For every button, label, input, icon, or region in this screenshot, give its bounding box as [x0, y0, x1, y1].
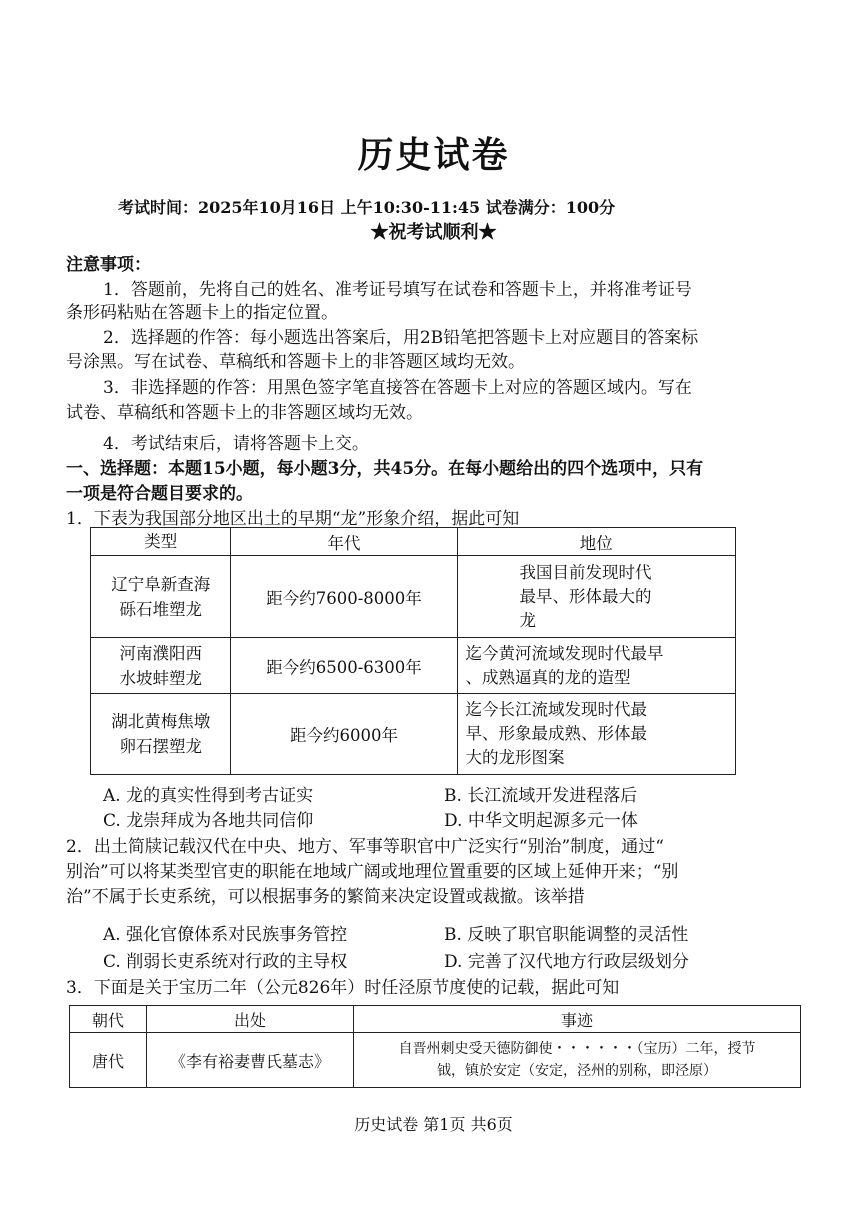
q1-stem: 1．下表为我国部分地区出土的早期“龙”形象介绍，据此可知	[66, 509, 520, 529]
section-heading-line-1: 一、选择题：本题15小题，每小题3分，共45分。在每小题给出的四个选项中，只有	[66, 459, 704, 479]
note-line-5: 3．非选择题的作答：用黑色签字笔直接答在答题卡上对应的答题区域内。写在	[103, 378, 692, 398]
exam-wish: ★祝考试顺利★	[370, 222, 497, 243]
q1-option-c: C. 龙崇拜成为各地共同信仰	[103, 811, 314, 831]
q3-row-deeds	[354, 1033, 801, 1088]
q2-option-c: C. 削弱长吏系统对行政的主导权	[103, 952, 348, 972]
table-row	[91, 638, 736, 694]
q1-row3-status-line1: 迄今长江流域发现时代最	[465, 700, 648, 719]
q1-row2-status-line2: 、成熟逼真的龙的造型	[465, 667, 631, 687]
q3-header-source: 出处	[147, 1006, 354, 1033]
q2-option-a: A. 强化官僚体系对民族事务管控	[103, 925, 348, 945]
q2-stem-line-2: 别治”可以将某类型官吏的职能在地域广阔或地理位置重要的区域上延伸开来；“别	[66, 862, 679, 882]
note-line-7: 4．考试结束后，请将答题卡上交。	[103, 434, 369, 454]
q3-stem: 3．下面是关于宝历二年（公元826年）时任泾原节度使的记载，据此可知	[66, 978, 620, 998]
q1-row3-status-line2: 早、形象最成熟、形体最	[465, 724, 648, 743]
q1-row2-era: 距今约6500-6300年	[231, 638, 457, 694]
exam-title: 历史试卷	[357, 134, 510, 176]
note-line-6: 试卷、草稿纸和答题卡上的非答题区域均无效。	[66, 403, 423, 423]
q1-row3-era: 距今约6000年	[231, 694, 457, 775]
note-line-3: 2．选择题的作答：每小题选出答案后，用2B铅笔把答题卡上对应题目的答案标	[103, 328, 699, 348]
q2-option-d: D. 完善了汉代地方行政层级划分	[444, 952, 689, 972]
q1-row1-status-line1: 我国目前发现时代	[519, 562, 652, 582]
page-footer: 历史试卷 第1页 共6页	[354, 1115, 513, 1134]
q1-row1-status-line3: 龙	[519, 610, 537, 630]
q1-row1-status-line2: 最早、形体最大的	[519, 586, 652, 606]
q1-row3-type-line1: 湖北黄梅焦墩	[111, 712, 211, 731]
q1-row2-type	[91, 638, 231, 694]
q3-header-deeds: 事迹	[354, 1006, 801, 1033]
q3-row-dynasty: 唐代	[70, 1033, 147, 1088]
q1-row2-type-line1: 河南濮阳西	[119, 643, 202, 663]
table-row	[70, 1033, 801, 1088]
section-heading-line-2: 一项是符合题目要求的。	[66, 484, 253, 504]
q1-header-type: 类型	[91, 528, 231, 556]
table-row	[91, 556, 736, 638]
q3-table	[69, 1005, 801, 1088]
q1-header-era: 年代	[231, 528, 457, 556]
q1-row3-status-line3: 大的龙形图案	[465, 748, 565, 767]
note-line-1: 1．答题前，先将自己的姓名、准考证号填写在试卷和答题卡上，并将准考证号	[103, 280, 692, 300]
q1-table-header-row	[91, 528, 736, 556]
q2-stem-line-3: 治”不属于长吏系统，可以根据事务的繁简来决定设置或裁撤。该举措	[66, 887, 585, 907]
q1-row1-type	[91, 556, 231, 638]
q3-table-header-row	[70, 1006, 801, 1033]
q1-row3-type	[91, 694, 231, 775]
table-row	[91, 694, 736, 775]
q2-stem-line-1: 2．出土简牍记载汉代在中央、地方、军事等职官中广泛实行“别治”制度，通过“	[66, 837, 664, 857]
note-line-2: 条形码粘贴在答题卡上的指定位置。	[66, 303, 338, 323]
notes-heading: 注意事项：	[66, 255, 151, 275]
q3-header-dynasty: 朝代	[70, 1006, 147, 1033]
q1-header-status: 地位	[457, 528, 735, 556]
q1-row1-type-line1: 辽宁阜新查海	[111, 574, 211, 594]
q1-row2-status-line1: 迄今黄河流域发现时代最早	[465, 643, 664, 663]
q1-option-d: D. 中华文明起源多元一体	[444, 811, 638, 831]
q1-row2-type-line2: 水坡蚌塑龙	[119, 668, 202, 688]
q3-row-deeds-line1: 自晋州刺史受天德防御使・・・・・・（宝历）二年，授节	[398, 1041, 756, 1057]
q1-row3-status	[457, 694, 735, 775]
q1-row1-type-line2: 砾石堆塑龙	[119, 599, 202, 619]
q3-row-deeds-line2: 钺，镇於安定（安定，泾州的别称，即泾原）	[437, 1063, 717, 1079]
q3-row-source: 《李有裕妻曹氏墓志》	[147, 1033, 354, 1088]
q1-option-b: B. 长江流域开发进程落后	[444, 786, 638, 806]
q1-table	[90, 527, 736, 775]
q1-option-a: A. 龙的真实性得到考古证实	[103, 786, 314, 806]
q1-row1-era: 距今约7600-8000年	[231, 556, 457, 638]
q1-row2-status	[457, 638, 735, 694]
q1-row3-type-line2: 卵石摆塑龙	[119, 737, 202, 756]
q2-option-b: B. 反映了职官职能调整的灵活性	[444, 925, 689, 945]
q1-row1-status	[457, 556, 735, 638]
exam-info: 考试时间：2025年10月16日 上午10:30-11:45 试卷满分：100分	[118, 198, 616, 217]
note-line-4: 号涂黑。写在试卷、草稿纸和答题卡上的非答题区域均无效。	[66, 352, 525, 372]
